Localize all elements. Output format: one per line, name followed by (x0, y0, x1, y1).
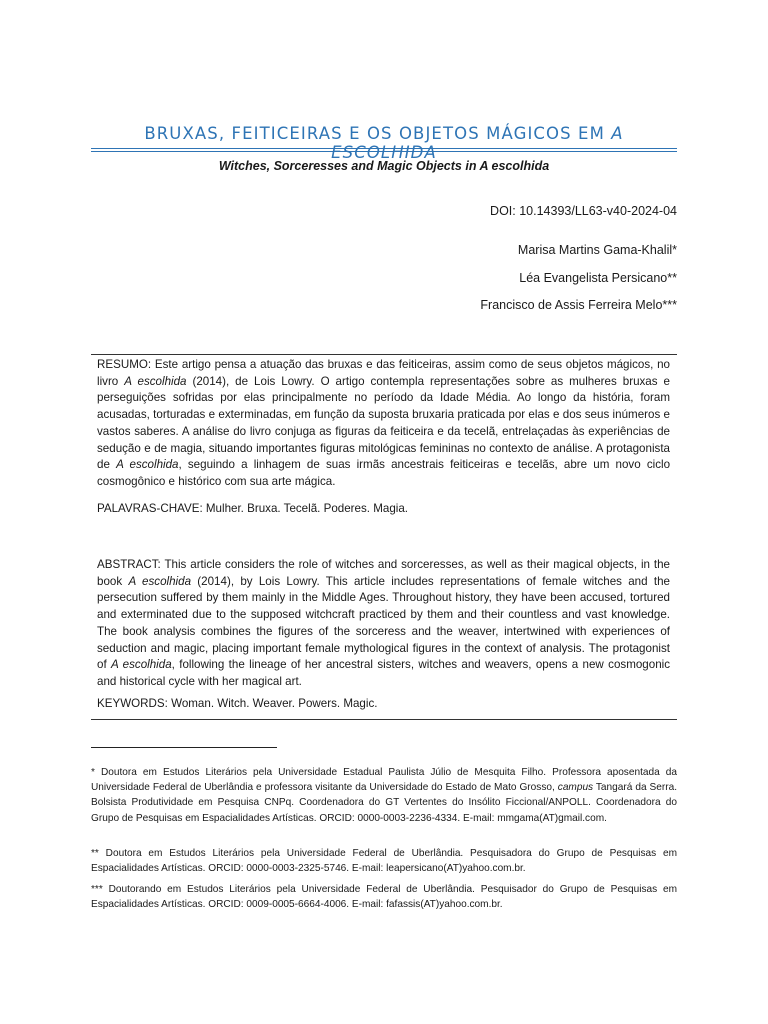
footnote-separator (91, 747, 277, 748)
doi-label: DOI: 10.14393/LL63-v40-2024-04 (490, 204, 677, 218)
resumo-text: RESUMO: Este artigo pensa a atuação das bruxas e das feiticeiras, assim como de seus objetos mágicos, no livro A escolhida (2014), de Lois Lowry. O artigo contempla representações sobre as mulheres bruxas e perseguições sofridas por elas principalmente no período da Idade Média. Ao longo da história, foram acusadas, torturadas e exterminadas, em função da suposta bruxaria praticada por elas e dos seus inúmeros e vastos saberes. A análise do livro conjuga as figuras da feiticeira e da tecelã, entrelaçadas às experiências de sedução e de magia, situando importantes figuras mitológicas femininas no contexto de análise. A protagonista de A escolhida, seguindo a linhagem de suas irmãs ancestrais feiticeiras e tecelãs, abre um novo ciclo cosmogônico e histórico com sua arte mágica. (97, 358, 671, 488)
article-subtitle: Witches, Sorceresses and Magic Objects in A escolhida (218, 159, 550, 173)
title-book: A ESCOLHIDA (331, 124, 624, 162)
title-rule-top (91, 148, 677, 149)
article-title (91, 124, 677, 162)
title-rule-bottom (91, 151, 677, 152)
abstract-section (97, 557, 670, 712)
footnote-1: * Doutora em Estudos Literários pela Universidade Estadual Paulista Júlio de Mesquita Filho. Professora aposentada da Universidade Federal de Uberlândia e professora visitante da Universidade do Estado de Mato Grosso, campus Tangará da Serra. Bolsista Produtividade em Pesquisa CNPq. Coordenadora do GT Vertentes do Insólito Ficcional/ANPOLL. Coordenadora do Grupo de Pesquisas em Espacialidades Artísticas. ORCID: 0000-0003-2236-4334. E-mail: mmgama(AT)gmail.com. (91, 767, 677, 824)
resumo-section (97, 357, 670, 517)
footnote-2: ** Doutora em Estudos Literários pela Universidade Federal de Uberlândia. Pesquisadora do Grupo de Pesquisas em Espacialidades Artísticas. ORCID: 0000-0003-2325-5746. E-mail: leapersicano(AT)yahoo.com.br. (91, 848, 677, 875)
abstract-top-rule (91, 354, 677, 355)
author-2: Léa Evangelista Persicano** (519, 271, 677, 285)
palavras-chave: PALAVRAS-CHAVE: Mulher. Bruxa. Tecelã. Poderes. Magia. (97, 501, 409, 515)
abstract-bottom-rule (91, 719, 677, 720)
author-3: Francisco de Assis Ferreira Melo*** (480, 298, 677, 312)
title-main: BRUXAS, FEITICEIRAS E OS OBJETOS MÁGICOS EM (144, 124, 612, 143)
author-1: Marisa Martins Gama-Khalil* (517, 243, 677, 257)
footnote-3: *** Doutorando em Estudos Literários pela Universidade Federal de Uberlândia. Pesquisador do Grupo de Pesquisas em Espacialidades Artísticas. ORCID: 0009-0005-6664-4006. E-mail: fafassis(AT)yahoo.com.br. (91, 884, 677, 911)
keywords: KEYWORDS: Woman. Witch. Weaver. Powers. Magic. (97, 696, 378, 710)
article-page (91, 0, 677, 1024)
abstract-text: ABSTRACT: This article considers the role of witches and sorceresses, as well as their magical objects, in the book A escolhida (2014), by Lois Lowry. This article includes representations of female witches and the persecution suffered by them mainly in the Middle Ages. Throughout history, they have been accused, tortured and exterminated due to the supposed witchcraft practiced by them and their countless and vast knowledge. The book analysis combines the figures of the sorceress and the weaver, intertwined with experiences of seduction and magic, placing important female mythological figures in the context of analysis. The protagonist of A escolhida, following the lineage of her ancestral sisters, witches and weavers, opens a new cosmogonic and historical cycle with her magical art. (97, 558, 671, 688)
